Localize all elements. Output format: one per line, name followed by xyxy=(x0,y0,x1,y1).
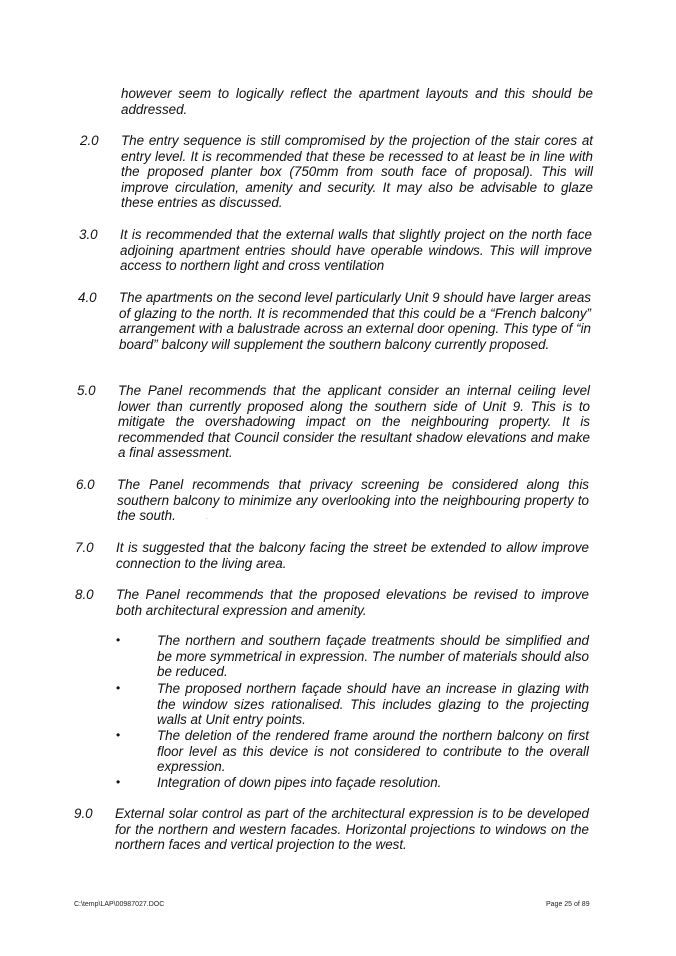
bullet-item: The deletion of the rendered frame around the northern balcony on first floor level as this device is not considered to contribute to the overall expression. xyxy=(157,728,589,775)
item-number: 6.0 xyxy=(76,477,95,492)
item-number: 9.0 xyxy=(74,806,93,821)
item-number: 8.0 xyxy=(75,587,94,602)
bullet-mark: • xyxy=(116,775,121,789)
item-text: The Panel recommends that privacy screening be considered along this southern balcony to minimize any overlooking into the neighbouring property to the south. xyxy=(117,477,589,524)
bullet-mark: • xyxy=(116,633,121,647)
intro-paragraph: however seem to logically reflect the apartment layouts and this should be addressed. xyxy=(121,86,593,117)
item-number: 7.0 xyxy=(75,540,94,555)
item-text: It is recommended that the external walls that slightly project on the north face adjoining apartment entries should have operable windows. This will improve access to northern light and cross ventilation xyxy=(120,227,592,274)
item-text: The entry sequence is still compromised by the projection of the stair cores at entry level. It is recommended that these be recessed to at least be in line with the proposed planter box (750mm from south face of proposal). This will improve circulation, amenity and security. It may also be advisable to glaze these entries as discussed. xyxy=(121,133,593,211)
bullet-mark: • xyxy=(116,681,121,695)
item-number: 2.0 xyxy=(80,133,99,148)
item-number: 3.0 xyxy=(79,227,98,242)
item-text: The apartments on the second level particularly Unit 9 should have larger areas of glazing to the north. It is recommended that this could be a “French balcony” arrangement with a balustrade across an external door opening. This type of “in board” balcony will supplement the southern balcony currently proposed. xyxy=(119,290,591,352)
item-text: It is suggested that the balcony facing the street be extended to allow improve connection to the living area. xyxy=(116,540,589,571)
item-number: 5.0 xyxy=(77,383,96,398)
footer-file-path: C:\temp\LAP\00987027.DOC xyxy=(74,901,165,908)
bullet-item: Integration of down pipes into façade resolution. xyxy=(157,775,442,790)
item-text: The Panel recommends that the applicant consider an internal ceiling level lower than currently proposed along the southern side of Unit 9. This is to mitigate the overshadowing impact on the neighbouring property. It is recommended that Council consider the resultant shadow elevations and make a final assessment. xyxy=(118,383,590,461)
bullet-mark: • xyxy=(116,728,121,742)
item-text: External solar control as part of the architectural expression is to be developed for the northern and western facades. Horizontal projections to windows on the northern faces and vertical projection to the west. xyxy=(115,806,589,853)
item-text: The Panel recommends that the proposed elevations be revised to improve both architectural expression and amenity. xyxy=(116,587,589,618)
stray-mark: . xyxy=(206,514,208,521)
bullet-item: The proposed northern façade should have an increase in glazing with the window sizes rationalised. This includes glazing to the projecting walls at Unit entry points. xyxy=(157,681,589,728)
item-number: 4.0 xyxy=(78,290,97,305)
bullet-item: The northern and southern façade treatments should be simplified and be more symmetrical in expression. The number of materials should also be reduced. xyxy=(157,633,589,680)
footer-page-number: Page 25 of 89 xyxy=(546,901,590,908)
